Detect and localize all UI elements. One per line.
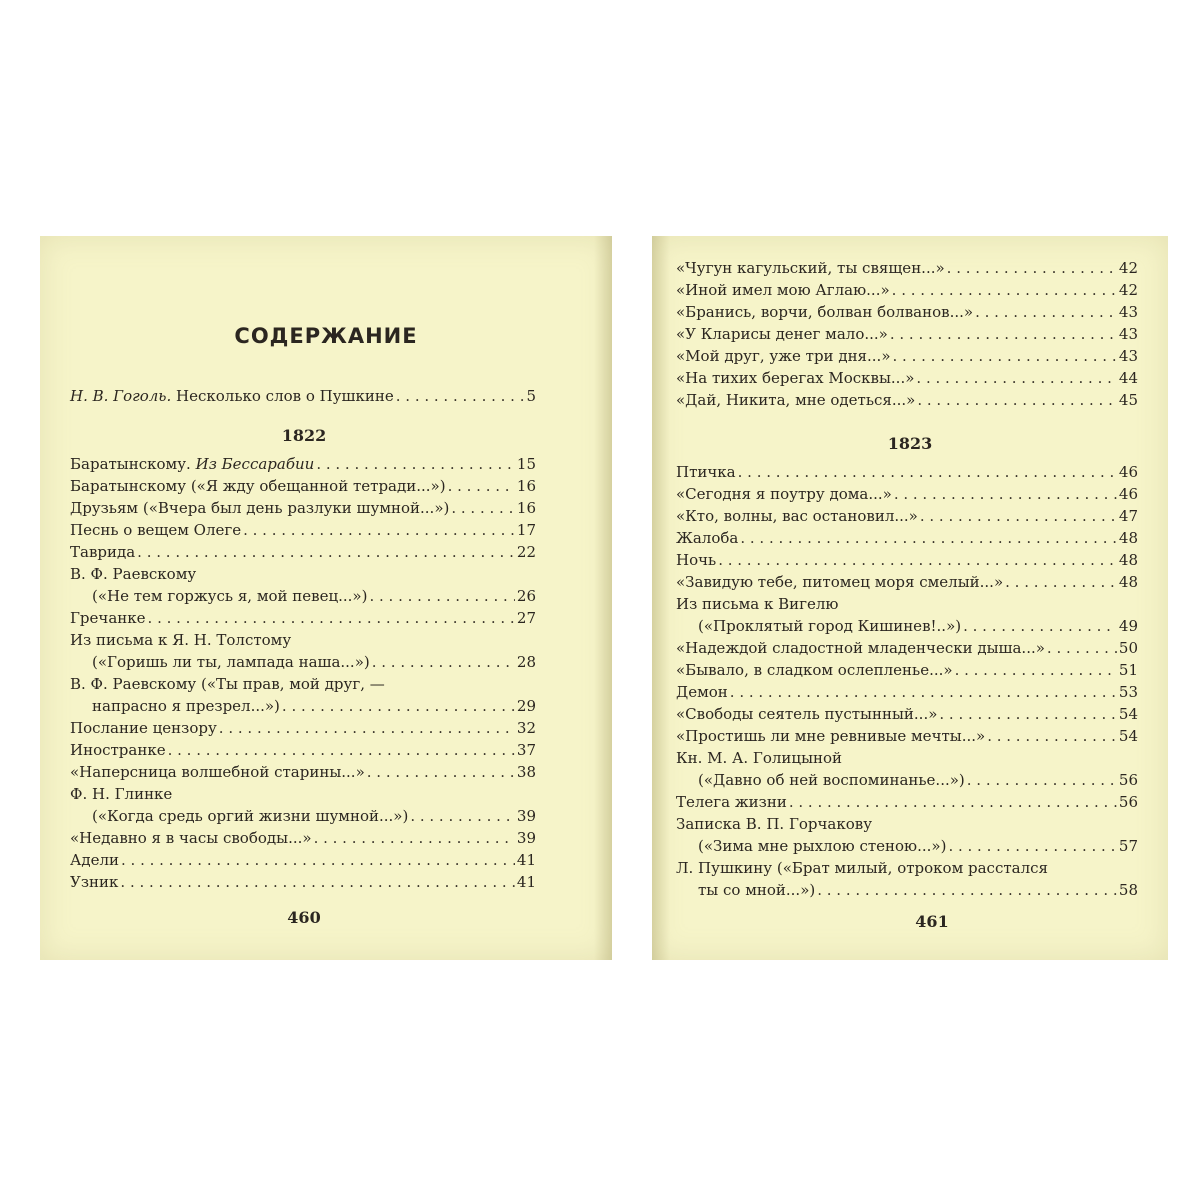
dot-leader [282, 696, 515, 716]
dot-leader [967, 770, 1117, 790]
dot-leader [894, 484, 1117, 504]
toc-entry: «На тихих берегах Москвы...» . . . 44 [676, 368, 1138, 388]
toc-entry: «Дай, Никита, мне одеться...» . . . 45 [676, 390, 1138, 410]
dot-leader [948, 836, 1116, 856]
page-number-right: 461 [915, 912, 949, 931]
toc-entry: Баратынскому. Из Бессарабии . . . 15 [70, 454, 536, 474]
dot-leader [314, 828, 515, 848]
dot-leader [137, 542, 515, 562]
dot-leader [168, 740, 515, 760]
toc-entry: напрасно я презрел...») . . . 29 [92, 696, 536, 716]
toc-entry: («Зима мне рыхлою стеною...») . . . 57 [698, 836, 1138, 856]
toc-entry: Узник . . . 41 [70, 872, 536, 892]
dot-leader [916, 368, 1117, 388]
toc-entry: «Иной имел мою Аглаю...» . . . 42 [676, 280, 1138, 300]
year-heading-1823: 1823 [887, 434, 933, 453]
toc-entry: Птичка . . . 46 [676, 462, 1138, 482]
dot-leader [451, 498, 515, 518]
toc-entry: Друзьям («Вчера был день разлуки шумной...») . . . 16 [70, 498, 536, 518]
toc-entry: «Недавно я в часы свободы...» . . . 39 [70, 828, 536, 848]
toc-entry: «Мой друг, уже три дня...» . . . 43 [676, 346, 1138, 366]
toc-entry-first-line: Из письма к Я. Н. Толстому [70, 631, 292, 649]
dot-leader [243, 520, 515, 540]
dot-leader [893, 346, 1117, 366]
dot-leader [939, 704, 1117, 724]
toc-entry: («Давно об ней воспоминанье...») . . . 56 [698, 770, 1138, 790]
toc-entry-first-line: В. Ф. Раевскому («Ты прав, мой друг, — [70, 675, 385, 693]
dot-leader [947, 258, 1117, 278]
toc-entry-first-line: Из письма к Вигелю [676, 595, 839, 613]
dot-leader [890, 324, 1117, 344]
toc-entry: Таврида . . . 22 [70, 542, 536, 562]
dot-leader [372, 652, 515, 672]
toc-entry-first-line: В. Ф. Раевскому [70, 565, 197, 583]
toc-entry: «Завидую тебе, питомец моря смелый...» . . . 48 [676, 572, 1138, 592]
dot-leader [1005, 572, 1117, 592]
dot-leader [789, 792, 1117, 812]
dot-leader [121, 850, 515, 870]
dot-leader [920, 506, 1117, 526]
toc-entry: («Когда средь оргий жизни шумной...») . . . 39 [92, 806, 536, 826]
toc-entry: Иностранке . . . 37 [70, 740, 536, 760]
toc-entry: Ночь . . . 48 [676, 550, 1138, 570]
year-heading-1822: 1822 [281, 426, 327, 445]
toc-entry-first-line: Записка В. П. Горчакову [676, 815, 873, 833]
toc-entry: Гречанке . . . 27 [70, 608, 536, 628]
toc-entry: ты со мной...») . . . 58 [698, 880, 1138, 900]
dot-leader [410, 806, 515, 826]
toc-entry: «У Кларисы денег мало...» . . . 43 [676, 324, 1138, 344]
toc-entry: «Бывало, в сладком ослепленье...» . . . 51 [676, 660, 1138, 680]
dot-leader [369, 586, 514, 606]
toc-entry-first-line: Кн. М. А. Голицыной [676, 749, 843, 767]
dot-leader [987, 726, 1117, 746]
dot-leader [740, 528, 1117, 548]
contents-heading: СОДЕРЖАНИЕ [234, 324, 418, 348]
intro-title: Несколько слов о Пушкине [176, 387, 394, 405]
dot-leader [718, 550, 1117, 570]
dot-leader [219, 718, 515, 738]
toc-entry: «Свободы сеятель пустынный...» . . . 54 [676, 704, 1138, 724]
dot-leader [955, 660, 1117, 680]
dot-leader [396, 386, 525, 406]
toc-entry: Песнь о вещем Олеге . . . 17 [70, 520, 536, 540]
dot-leader [148, 608, 515, 628]
left-page [40, 236, 612, 960]
dot-leader [892, 280, 1117, 300]
toc-entry: «Чугун кагульский, ты священ...» . . . 42 [676, 258, 1138, 278]
toc-entry: «Наперсница волшебной старины...» . . . 38 [70, 762, 536, 782]
dot-leader [817, 880, 1117, 900]
toc-entry-intro [70, 386, 536, 406]
toc-entry: Демон . . . 53 [676, 682, 1138, 702]
toc-entry: Адели . . . 41 [70, 850, 536, 870]
intro-author: Н. В. Гоголь. [70, 387, 172, 405]
toc-entry: («Не тем горжусь я, мой певец...») . . . 26 [92, 586, 536, 606]
toc-entry: («Проклятый город Кишинев!..») . . . 49 [698, 616, 1138, 636]
toc-entry: («Горишь ли ты, лампада наша...») . . . 28 [92, 652, 536, 672]
right-gutter-shade [652, 236, 670, 960]
toc-entry: Послание цензору . . . 32 [70, 718, 536, 738]
toc-entry: Телега жизни . . . 56 [676, 792, 1138, 812]
toc-entry-first-line: Ф. Н. Глинке [70, 785, 173, 803]
dot-leader [1047, 638, 1117, 658]
dot-leader [120, 872, 515, 892]
dot-leader [917, 390, 1117, 410]
dot-leader [730, 682, 1117, 702]
toc-entry: Баратынскому («Я жду обещанной тетради...») . . . 16 [70, 476, 536, 496]
toc-entry: «Сегодня я поутру дома...» . . . 46 [676, 484, 1138, 504]
intro-page: 5 [526, 387, 536, 405]
dot-leader [367, 762, 515, 782]
right-page [652, 236, 1168, 960]
dot-leader [963, 616, 1117, 636]
dot-leader [738, 462, 1117, 482]
toc-entry: «Простишь ли мне ревнивые мечты...» . . . 54 [676, 726, 1138, 746]
dot-leader [316, 454, 515, 474]
toc-entry-first-line: Л. Пушкину («Брат милый, отроком расстался [676, 859, 1048, 877]
dot-leader [448, 476, 515, 496]
toc-entry: «Кто, волны, вас остановил...» . . . 47 [676, 506, 1138, 526]
toc-entry: «Бранись, ворчи, болван болванов...» . . . 43 [676, 302, 1138, 322]
dot-leader [975, 302, 1117, 322]
toc-entry: «Надеждой сладостной младенчески дыша...» . . . 50 [676, 638, 1138, 658]
toc-entry: Жалоба . . . 48 [676, 528, 1138, 548]
page-number-left: 460 [287, 908, 321, 927]
